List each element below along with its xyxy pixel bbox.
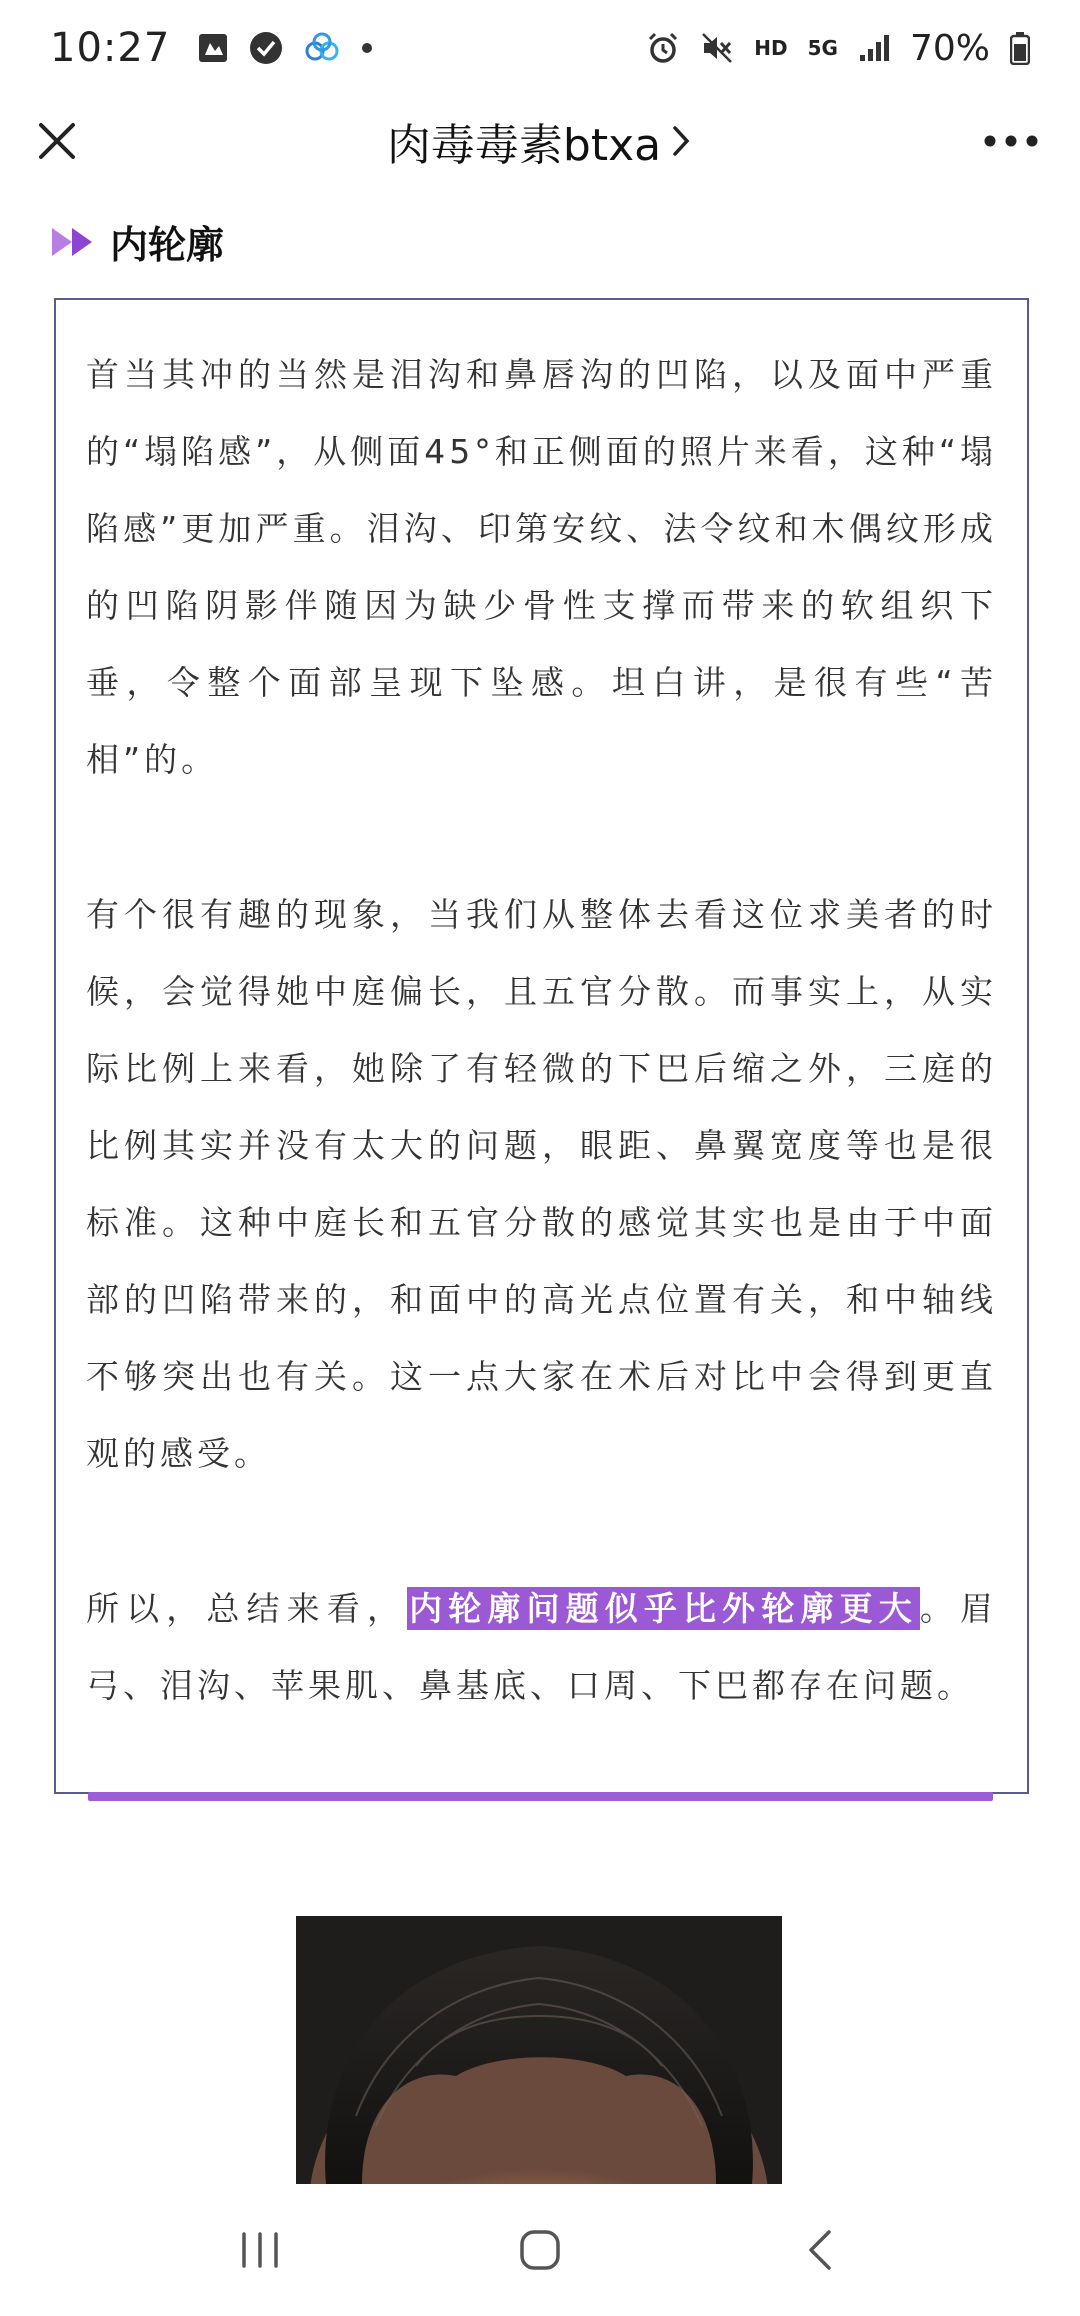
content-box [54, 298, 1029, 1794]
battery-icon [1010, 31, 1030, 65]
status-left [50, 25, 374, 71]
back-button[interactable] [775, 2205, 865, 2295]
dot-icon [360, 41, 374, 55]
network-tag: HD [754, 36, 788, 60]
hair-photo-graphic [296, 1916, 782, 2184]
paragraph-3-lead: 所以，总结来看， [86, 1589, 408, 1628]
paragraph-2: 有个很有趣的现象，当我们从整体去看这位求美者的时候，会觉得她中庭偏长，且五官分散。而事实上，从实际比例上来看，她除了有轻微的下巴后缩之外，三庭的比例其实并没有太大的问题，眼距、鼻翼宽度等也是很标准。这种中庭长和五官分散的感觉其实也是由于中面部的凹陷带来的，和面中的高光点位置有关，和中轴线不够突出也有关。这一点大家在术后对比中会得到更直观的感受。 [86, 895, 997, 1473]
cloud-icon [302, 31, 342, 65]
section-heading [50, 214, 224, 269]
content-box-accent-bar [88, 1792, 993, 1801]
highlighted-text: 内轮廓问题似乎比外轮廓更大 [409, 1589, 918, 1628]
status-right [646, 28, 1030, 69]
recent-apps-button[interactable] [215, 2205, 305, 2295]
close-button[interactable] [30, 114, 84, 168]
status-time: 10:27 [50, 25, 171, 71]
double-arrow-icon [50, 225, 98, 259]
more-dots-icon [983, 134, 1039, 148]
shield-check-icon [248, 30, 284, 66]
signal-tag: 5G [807, 36, 838, 60]
hair-photo[interactable] [296, 1916, 782, 2184]
paragraph-3-tail: 。眉弓、泪沟、苹果肌、鼻基底、口周、下巴都存在问题。 [86, 1589, 998, 1705]
more-options-button[interactable] [976, 116, 1046, 166]
back-icon [805, 2228, 835, 2272]
section-heading-text: 内轮廓 [110, 223, 225, 267]
home-icon [518, 2228, 562, 2272]
paragraph-3 [86, 1570, 997, 1724]
status-bar [0, 0, 1080, 96]
close-icon [37, 121, 77, 161]
recent-apps-icon [238, 2230, 282, 2270]
account-title-link[interactable] [387, 109, 693, 173]
alarm-icon [646, 31, 680, 65]
signal-bars-icon [858, 33, 890, 63]
system-nav-bar [0, 2184, 1080, 2316]
notification-icon [196, 31, 230, 65]
home-button[interactable] [495, 2205, 585, 2295]
battery-level: 70% [909, 27, 990, 69]
paragraph-1: 首当其冲的当然是泪沟和鼻唇沟的凹陷，以及面中严重的“塌陷感”，从侧面45°和正侧面的照片来看，这种“塌陷感”更加严重。泪沟、印第安纹、法令纹和木偶纹形成的凹陷阴影伴随因为缺少骨性支撑而带来的软组织下垂，令整个面部呈现下坠感。坦白讲，是很有些“苦相”的。 [86, 355, 997, 779]
page-title: 肉毒毒素btxa [386, 120, 662, 171]
mute-icon [700, 31, 734, 65]
top-nav [0, 96, 1080, 186]
chevron-right-icon [671, 124, 693, 158]
